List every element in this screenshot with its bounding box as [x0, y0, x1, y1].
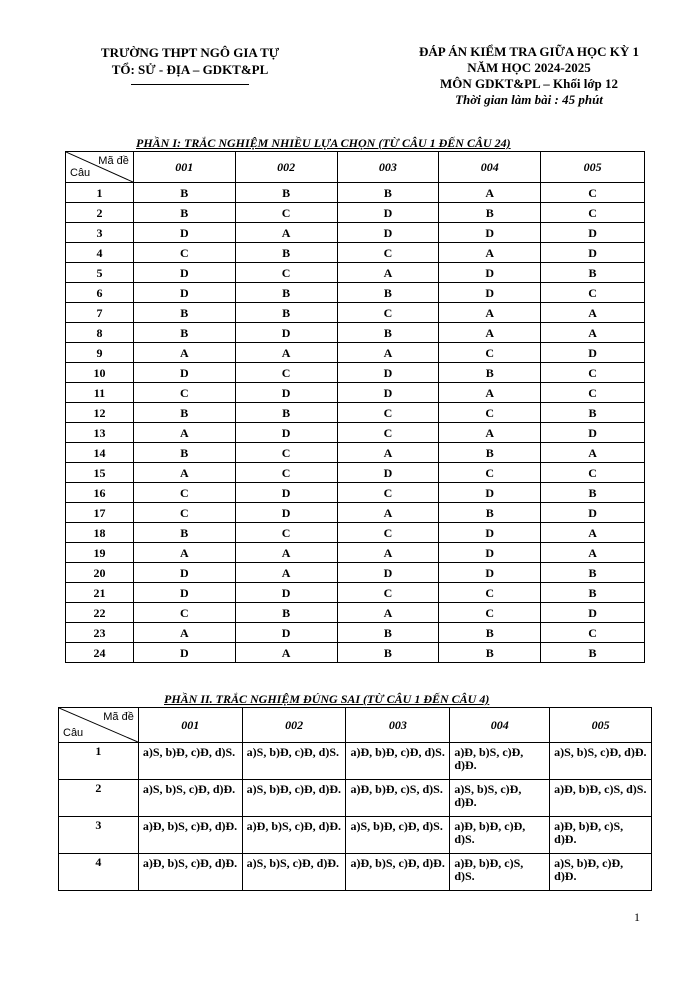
part1-header-row: [66, 152, 645, 183]
answer-cell: C: [337, 403, 439, 423]
answer-cell: C: [439, 403, 541, 423]
answer-cell: B: [235, 303, 337, 323]
answer-cell: D: [337, 223, 439, 243]
part1-title: PHẦN I: TRẮC NGHIỆM NHIỀU LỰA CHỌN (TỪ CÂU 1 ĐẾN CÂU 24): [136, 136, 511, 150]
answer-cell: D: [337, 563, 439, 583]
part2-body: [59, 743, 652, 891]
answer-cell: A: [439, 383, 541, 403]
answer-cell: A: [541, 323, 645, 343]
answer-cell: A: [133, 623, 235, 643]
answer-cell: D: [235, 423, 337, 443]
question-number: 20: [66, 563, 134, 583]
answer-cell: C: [235, 363, 337, 383]
true-false-answer-cell: a)S, b)Đ, c)Đ, d)S.: [346, 817, 450, 854]
answer-cell: D: [133, 263, 235, 283]
question-number: 22: [66, 603, 134, 623]
answer-cell: C: [133, 603, 235, 623]
question-number: 16: [66, 483, 134, 503]
answer-cell: B: [337, 183, 439, 203]
answer-cell: A: [133, 343, 235, 363]
page-number: 1: [634, 910, 640, 924]
answer-cell: A: [337, 263, 439, 283]
true-false-answer-cell: a)Đ, b)S, c)Đ, d)Đ.: [242, 817, 346, 854]
part2-header-row: [59, 708, 652, 743]
answer-cell: D: [235, 483, 337, 503]
true-false-answer-cell: a)S, b)S, c)Đ, d)Đ.: [138, 780, 242, 817]
question-number: 11: [66, 383, 134, 403]
answer-cell: C: [439, 603, 541, 623]
part1-body: [66, 183, 645, 663]
code-header: 004: [450, 708, 550, 743]
question-number: 1: [66, 183, 134, 203]
answer-cell: B: [133, 323, 235, 343]
table-row: [59, 743, 652, 780]
answer-cell: A: [133, 463, 235, 483]
table-row: [66, 483, 645, 503]
answer-cell: A: [133, 423, 235, 443]
question-number: 13: [66, 423, 134, 443]
time-limit: Thời gian làm bài : 45 phút: [455, 92, 603, 107]
table-row: [66, 523, 645, 543]
subject-line: MÔN GDKT&PL – Khối lớp 12: [439, 76, 619, 91]
answer-cell: D: [541, 223, 645, 243]
answer-cell: D: [541, 503, 645, 523]
answer-cell: A: [337, 443, 439, 463]
true-false-answer-cell: a)Đ, b)S, c)Đ, d)Đ.: [138, 817, 242, 854]
answer-cell: C: [541, 283, 645, 303]
part1-answer-table: [65, 151, 645, 663]
answer-cell: B: [133, 443, 235, 463]
question-number: 10: [66, 363, 134, 383]
answer-cell: A: [541, 303, 645, 323]
code-label: Mã đề: [98, 155, 129, 167]
answer-cell: A: [235, 543, 337, 563]
answer-cell: A: [235, 343, 337, 363]
answer-cell: D: [235, 323, 337, 343]
answer-cell: A: [337, 343, 439, 363]
question-number: 8: [66, 323, 134, 343]
true-false-answer-cell: a)Đ, b)Đ, c)S, d)Đ.: [550, 817, 652, 854]
answer-cell: A: [439, 423, 541, 443]
answer-cell: A: [439, 183, 541, 203]
table-row: [59, 817, 652, 854]
answer-cell: C: [235, 523, 337, 543]
code-header: 001: [138, 708, 242, 743]
question-number: 9: [66, 343, 134, 363]
answer-cell: D: [541, 343, 645, 363]
school-name: TRƯỜNG THPT NGÔ GIA TỰ: [100, 45, 280, 60]
answer-cell: A: [439, 243, 541, 263]
answer-cell: D: [133, 283, 235, 303]
table-row: [66, 443, 645, 463]
answer-cell: B: [541, 563, 645, 583]
exam-header: [384, 44, 674, 108]
question-number: 17: [66, 503, 134, 523]
table-row: [66, 323, 645, 343]
question-number: 4: [66, 243, 134, 263]
answer-cell: A: [541, 543, 645, 563]
table-row: [59, 854, 652, 891]
answer-cell: A: [439, 323, 541, 343]
answer-cell: B: [337, 623, 439, 643]
code-header: 005: [550, 708, 652, 743]
answer-cell: B: [439, 443, 541, 463]
answer-cell: D: [235, 583, 337, 603]
table-row: [66, 603, 645, 623]
code-header: 001: [133, 152, 235, 183]
answer-cell: B: [439, 643, 541, 663]
answer-cell: B: [235, 243, 337, 263]
answer-cell: D: [439, 483, 541, 503]
answer-cell: B: [439, 623, 541, 643]
table-row: [66, 223, 645, 243]
question-number: 21: [66, 583, 134, 603]
code-header: 002: [235, 152, 337, 183]
answer-cell: B: [337, 323, 439, 343]
answer-cell: A: [235, 563, 337, 583]
answer-cell: A: [235, 223, 337, 243]
answer-cell: C: [337, 523, 439, 543]
answer-cell: C: [439, 343, 541, 363]
answer-cell: C: [541, 363, 645, 383]
answer-cell: D: [235, 503, 337, 523]
table-row: [59, 780, 652, 817]
true-false-answer-cell: a)S, b)Đ, c)Đ, d)S.: [242, 743, 346, 780]
table-row: [66, 343, 645, 363]
answer-cell: C: [235, 443, 337, 463]
table-row: [66, 363, 645, 383]
answer-cell: B: [541, 483, 645, 503]
answer-cell: C: [439, 463, 541, 483]
answer-cell: D: [133, 223, 235, 243]
code-header: 004: [439, 152, 541, 183]
corner-cell: [66, 152, 134, 183]
table-row: [66, 503, 645, 523]
answer-cell: A: [337, 603, 439, 623]
table-row: [66, 383, 645, 403]
answer-cell: C: [235, 463, 337, 483]
answer-cell: D: [337, 463, 439, 483]
question-number: 2: [66, 203, 134, 223]
answer-cell: A: [235, 643, 337, 663]
answer-cell: D: [541, 603, 645, 623]
answer-cell: B: [133, 523, 235, 543]
answer-cell: A: [337, 543, 439, 563]
true-false-answer-cell: a)S, b)S, c)Đ, d)Đ.: [450, 780, 550, 817]
answer-cell: D: [337, 383, 439, 403]
answer-cell: B: [541, 583, 645, 603]
table-row: [66, 583, 645, 603]
true-false-answer-cell: a)Đ, b)Đ, c)S, d)S.: [550, 780, 652, 817]
answer-cell: B: [133, 303, 235, 323]
answer-cell: D: [235, 383, 337, 403]
true-false-answer-cell: a)S, b)S, c)Đ, d)Đ.: [550, 743, 652, 780]
answer-cell: C: [337, 483, 439, 503]
answer-cell: C: [439, 583, 541, 603]
true-false-answer-cell: a)Đ, b)Đ, c)S, d)S.: [346, 780, 450, 817]
answer-cell: C: [133, 243, 235, 263]
true-false-answer-cell: a)Đ, b)Đ, c)Đ, d)S.: [346, 743, 450, 780]
question-label: Câu: [70, 167, 91, 179]
answer-cell: B: [541, 643, 645, 663]
code-header: 002: [242, 708, 346, 743]
table-row: [66, 463, 645, 483]
code-label: Mã đề: [103, 711, 134, 723]
code-header: 003: [346, 708, 450, 743]
table-row: [66, 183, 645, 203]
answer-cell: A: [439, 303, 541, 323]
code-header: 003: [337, 152, 439, 183]
answer-cell: C: [541, 383, 645, 403]
question-number: 24: [66, 643, 134, 663]
question-number: 12: [66, 403, 134, 423]
answer-cell: D: [337, 203, 439, 223]
table-row: [66, 243, 645, 263]
question-number: 15: [66, 463, 134, 483]
answer-cell: B: [439, 503, 541, 523]
answer-cell: C: [337, 303, 439, 323]
answer-cell: B: [235, 283, 337, 303]
answer-cell: C: [235, 263, 337, 283]
table-row: [66, 563, 645, 583]
school-header: [70, 44, 310, 85]
true-false-answer-cell: a)S, b)S, c)Đ, d)Đ.: [242, 854, 346, 891]
table-row: [66, 403, 645, 423]
table-row: [66, 283, 645, 303]
answer-cell: C: [541, 623, 645, 643]
question-number: 3: [59, 817, 139, 854]
question-number: 3: [66, 223, 134, 243]
answer-cell: D: [439, 223, 541, 243]
question-number: 19: [66, 543, 134, 563]
true-false-answer-cell: a)Đ, b)Đ, c)Đ, d)S.: [450, 817, 550, 854]
answer-cell: D: [541, 243, 645, 263]
answer-cell: D: [541, 423, 645, 443]
answer-cell: C: [541, 203, 645, 223]
answer-cell: D: [133, 643, 235, 663]
answer-cell: C: [133, 503, 235, 523]
answer-cell: B: [235, 183, 337, 203]
answer-cell: B: [235, 403, 337, 423]
question-number: 4: [59, 854, 139, 891]
answer-cell: B: [133, 183, 235, 203]
answer-cell: B: [337, 643, 439, 663]
answer-cell: C: [133, 383, 235, 403]
answer-cell: D: [337, 363, 439, 383]
answer-cell: B: [439, 203, 541, 223]
answer-cell: D: [439, 523, 541, 543]
table-row: [66, 623, 645, 643]
question-number: 5: [66, 263, 134, 283]
exam-title: ĐÁP ÁN KIỂM TRA GIỮA HỌC KỲ 1: [419, 44, 639, 59]
true-false-answer-cell: a)Đ, b)S, c)Đ, d)Đ.: [450, 743, 550, 780]
part2-title: PHẦN II. TRẮC NGHIỆM ĐÚNG SAI (TỪ CÂU 1 ĐẾN CÂU 4): [164, 692, 490, 706]
answer-cell: B: [133, 203, 235, 223]
question-number: 14: [66, 443, 134, 463]
answer-cell: D: [133, 563, 235, 583]
answer-cell: A: [541, 523, 645, 543]
answer-cell: C: [337, 423, 439, 443]
answer-cell: D: [235, 623, 337, 643]
question-label: Câu: [63, 727, 84, 739]
header-underline: [131, 84, 249, 85]
question-number: 2: [59, 780, 139, 817]
answer-cell: C: [337, 583, 439, 603]
question-number: 6: [66, 283, 134, 303]
question-number: 7: [66, 303, 134, 323]
answer-cell: D: [439, 563, 541, 583]
answer-cell: B: [235, 603, 337, 623]
question-number: 18: [66, 523, 134, 543]
table-row: [66, 423, 645, 443]
true-false-answer-cell: a)S, b)Đ, c)Đ, d)S.: [138, 743, 242, 780]
true-false-answer-cell: a)S, b)Đ, c)Đ, d)Đ.: [550, 854, 652, 891]
school-year: NĂM HỌC 2024-2025: [467, 60, 591, 75]
answer-cell: C: [541, 183, 645, 203]
answer-cell: B: [541, 403, 645, 423]
corner-cell: [59, 708, 139, 743]
department-name: TỔ: SỬ - ĐỊA – GDKT&PL: [111, 62, 269, 77]
true-false-answer-cell: a)S, b)Đ, c)Đ, d)Đ.: [242, 780, 346, 817]
answer-cell: D: [439, 543, 541, 563]
table-row: [66, 643, 645, 663]
true-false-answer-cell: a)Đ, b)S, c)Đ, d)Đ.: [138, 854, 242, 891]
answer-cell: B: [439, 363, 541, 383]
answer-cell: D: [439, 263, 541, 283]
answer-cell: D: [133, 363, 235, 383]
answer-cell: A: [337, 503, 439, 523]
answer-cell: B: [133, 403, 235, 423]
table-row: [66, 303, 645, 323]
part2-answer-table: [58, 707, 652, 891]
answer-cell: A: [541, 443, 645, 463]
answer-cell: D: [439, 283, 541, 303]
table-row: [66, 543, 645, 563]
answer-cell: B: [337, 283, 439, 303]
answer-cell: C: [541, 463, 645, 483]
answer-cell: D: [133, 583, 235, 603]
table-row: [66, 263, 645, 283]
code-header: 005: [541, 152, 645, 183]
true-false-answer-cell: a)Đ, b)S, c)Đ, d)Đ.: [346, 854, 450, 891]
answer-cell: C: [337, 243, 439, 263]
answer-cell: C: [133, 483, 235, 503]
question-number: 1: [59, 743, 139, 780]
answer-cell: B: [541, 263, 645, 283]
answer-cell: A: [133, 543, 235, 563]
table-row: [66, 203, 645, 223]
true-false-answer-cell: a)Đ, b)Đ, c)S, d)S.: [450, 854, 550, 891]
question-number: 23: [66, 623, 134, 643]
answer-cell: C: [235, 203, 337, 223]
